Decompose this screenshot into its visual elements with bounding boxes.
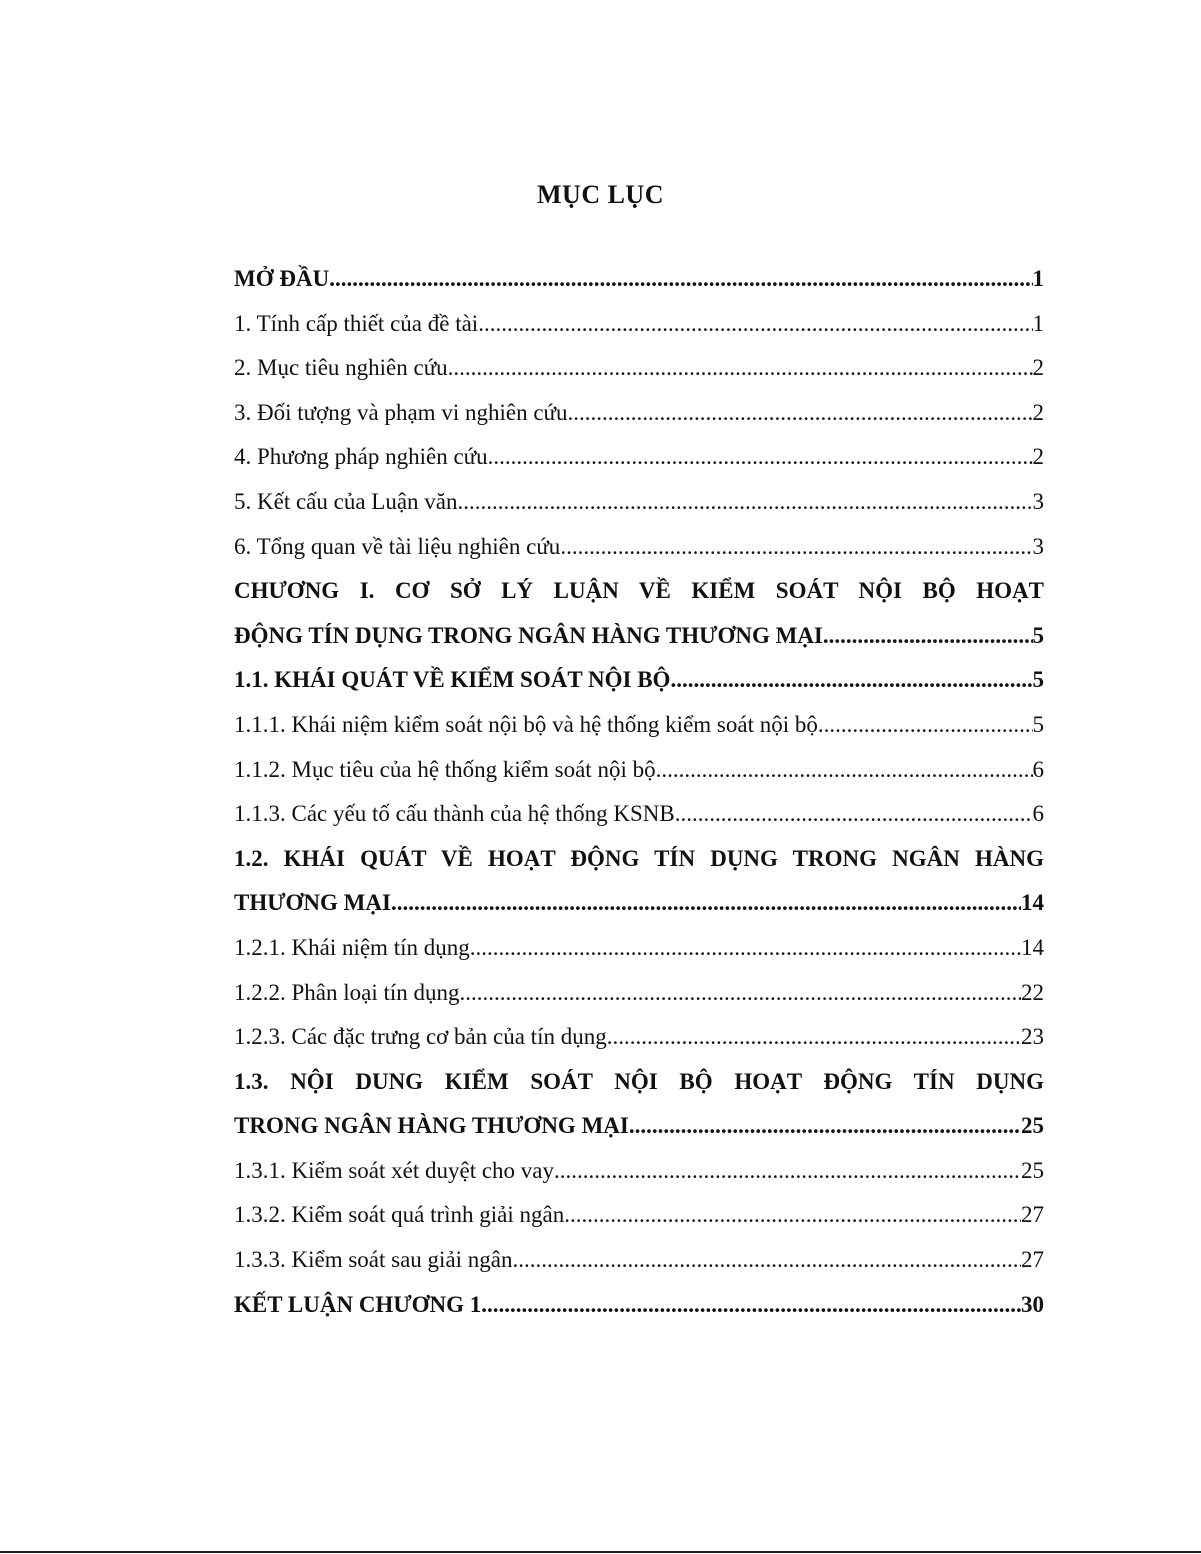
toc-page-number: 2	[1032, 399, 1044, 425]
toc-entry-label: 4. Phương pháp nghiên cứu	[234, 444, 488, 470]
toc-entry-label: CHƯƠNG I. CƠ SỞ LÝ LUẬN VỀ KIỂM SOÁT NỘI BỘ HOẠT	[234, 578, 1044, 604]
toc-page-number: 23	[1021, 1024, 1044, 1050]
toc-entry-label: 1.1. KHÁI QUÁT VỀ KIỂM SOÁT NỘI BỘ	[234, 667, 671, 693]
toc-entry[interactable]	[234, 525, 1044, 570]
toc-entry[interactable]	[234, 569, 1044, 614]
toc-leader-dots	[656, 748, 1033, 793]
bottom-rule	[0, 1551, 1201, 1553]
toc-entry[interactable]	[234, 391, 1044, 436]
toc-entry-label: 1.1.1. Khái niệm kiểm soát nội bộ và hệ thống kiểm soát nội bộ	[234, 711, 818, 737]
toc-entry[interactable]	[234, 1060, 1044, 1105]
toc-entry-label: 2. Mục tiêu nghiên cứu	[234, 355, 448, 381]
toc-entry-label: ĐỘNG TÍN DỤNG TRONG NGÂN HÀNG THƯƠNG MẠI	[234, 622, 823, 648]
toc-entry-label: THƯƠNG MẠI	[234, 890, 391, 916]
toc-entry-label: 1.2.2. Phân loại tín dụng	[234, 979, 460, 1005]
toc-page-number: 25	[1021, 1157, 1044, 1183]
toc-leader-dots	[458, 480, 1033, 525]
toc-entry-label: KẾT LUẬN CHƯƠNG 1	[234, 1291, 482, 1317]
toc-page-number: 5	[1032, 667, 1044, 693]
toc-page-number: 14	[1021, 890, 1044, 916]
toc-entry-label: 5. Kết cấu của Luận văn	[234, 488, 458, 514]
toc-entry[interactable]	[234, 302, 1044, 347]
toc-leader-dots	[329, 257, 1032, 302]
toc-leader-dots	[481, 1283, 1021, 1328]
toc-entry-label: MỞ ĐẦU	[234, 266, 330, 291]
toc-entry[interactable]	[234, 257, 1044, 302]
toc-entry-label: TRONG NGÂN HÀNG THƯƠNG MẠI	[234, 1113, 629, 1139]
toc-entry[interactable]	[234, 435, 1044, 480]
toc-entry[interactable]	[234, 614, 1044, 659]
table-of-contents	[234, 257, 1044, 1327]
toc-entry-label: 1.1.3. Các yếu tố cấu thành của hệ thống KSNB	[234, 801, 675, 827]
toc-entry[interactable]	[234, 837, 1044, 882]
toc-leader-dots	[607, 1015, 1021, 1060]
toc-page-number: 27	[1021, 1247, 1044, 1273]
toc-page-number: 5	[1032, 711, 1044, 737]
toc-page-number: 5	[1032, 622, 1044, 648]
toc-entry-label: 1.3.3. Kiểm soát sau giải ngân	[234, 1247, 513, 1273]
toc-entry-label: 1. Tính cấp thiết của đề tài	[234, 310, 479, 336]
toc-entry[interactable]	[234, 346, 1044, 391]
toc-entry[interactable]	[234, 926, 1044, 971]
toc-leader-dots	[470, 926, 1021, 971]
toc-leader-dots	[629, 1104, 1021, 1149]
toc-entry[interactable]	[234, 1015, 1044, 1060]
toc-page-number: 6	[1032, 756, 1044, 782]
toc-page-number: 2	[1032, 355, 1044, 381]
toc-leader-dots	[513, 1238, 1021, 1283]
toc-entry-label: 1.3.1. Kiểm soát xét duyệt cho vay	[234, 1157, 555, 1183]
toc-page-number: 2	[1032, 444, 1044, 470]
toc-leader-dots	[568, 391, 1033, 436]
toc-entry[interactable]	[234, 792, 1044, 837]
toc-leader-dots	[448, 346, 1033, 391]
toc-leader-dots	[460, 971, 1021, 1016]
toc-page-number: 1	[1032, 266, 1044, 291]
toc-leader-dots	[554, 1149, 1021, 1194]
toc-leader-dots	[670, 658, 1032, 703]
toc-page-number: 22	[1021, 979, 1044, 1005]
toc-entry[interactable]	[234, 1104, 1044, 1149]
toc-entry[interactable]	[234, 703, 1044, 748]
toc-page-number: 14	[1021, 934, 1044, 960]
toc-entry-label: 1.1.2. Mục tiêu của hệ thống kiểm soát nội bộ	[234, 756, 656, 782]
toc-entry[interactable]	[234, 658, 1044, 703]
toc-entry-label: 1.2.1. Khái niệm tín dụng	[234, 934, 470, 960]
toc-entry-label: 1.2. KHÁI QUÁT VỀ HOẠT ĐỘNG TÍN DỤNG TRONG NGÂN HÀNG	[234, 845, 1044, 871]
toc-entry[interactable]	[234, 1238, 1044, 1283]
toc-entry-label: 1.2.3. Các đặc trưng cơ bản của tín dụng	[234, 1024, 607, 1050]
toc-leader-dots	[560, 525, 1032, 570]
toc-page-number: 1	[1032, 310, 1044, 336]
toc-leader-dots	[823, 614, 1033, 659]
toc-entry[interactable]	[234, 881, 1044, 926]
toc-entry-label: 1.3. NỘI DUNG KIỂM SOÁT NỘI BỘ HOẠT ĐỘNG TÍN DỤNG	[234, 1068, 1044, 1094]
toc-entry-label: 1.3.2. Kiểm soát quá trình giải ngân	[234, 1202, 565, 1228]
toc-page-number: 6	[1032, 801, 1044, 827]
page-title: MỤC LỤC	[537, 180, 664, 209]
toc-leader-dots	[564, 1193, 1021, 1238]
toc-leader-dots	[675, 792, 1033, 837]
toc-entry-label: 6. Tổng quan về tài liệu nghiên cứu	[234, 533, 561, 559]
toc-entry[interactable]	[234, 1283, 1044, 1328]
toc-entry[interactable]	[234, 480, 1044, 525]
toc-entry[interactable]	[234, 1193, 1044, 1238]
toc-entry[interactable]	[234, 971, 1044, 1016]
toc-entry[interactable]	[234, 748, 1044, 793]
toc-page-number: 25	[1021, 1113, 1044, 1139]
toc-page-number: 30	[1021, 1291, 1044, 1317]
toc-page-number: 3	[1032, 533, 1044, 559]
toc-entry-label: 3. Đối tượng và phạm vi nghiên cứu	[234, 399, 568, 425]
toc-leader-dots	[818, 703, 1033, 748]
toc-page-number: 27	[1021, 1202, 1044, 1228]
toc-leader-dots	[478, 302, 1032, 347]
toc-leader-dots	[488, 435, 1033, 480]
toc-page-number: 3	[1032, 488, 1044, 514]
toc-entry[interactable]	[234, 1149, 1044, 1194]
toc-leader-dots	[391, 881, 1021, 926]
